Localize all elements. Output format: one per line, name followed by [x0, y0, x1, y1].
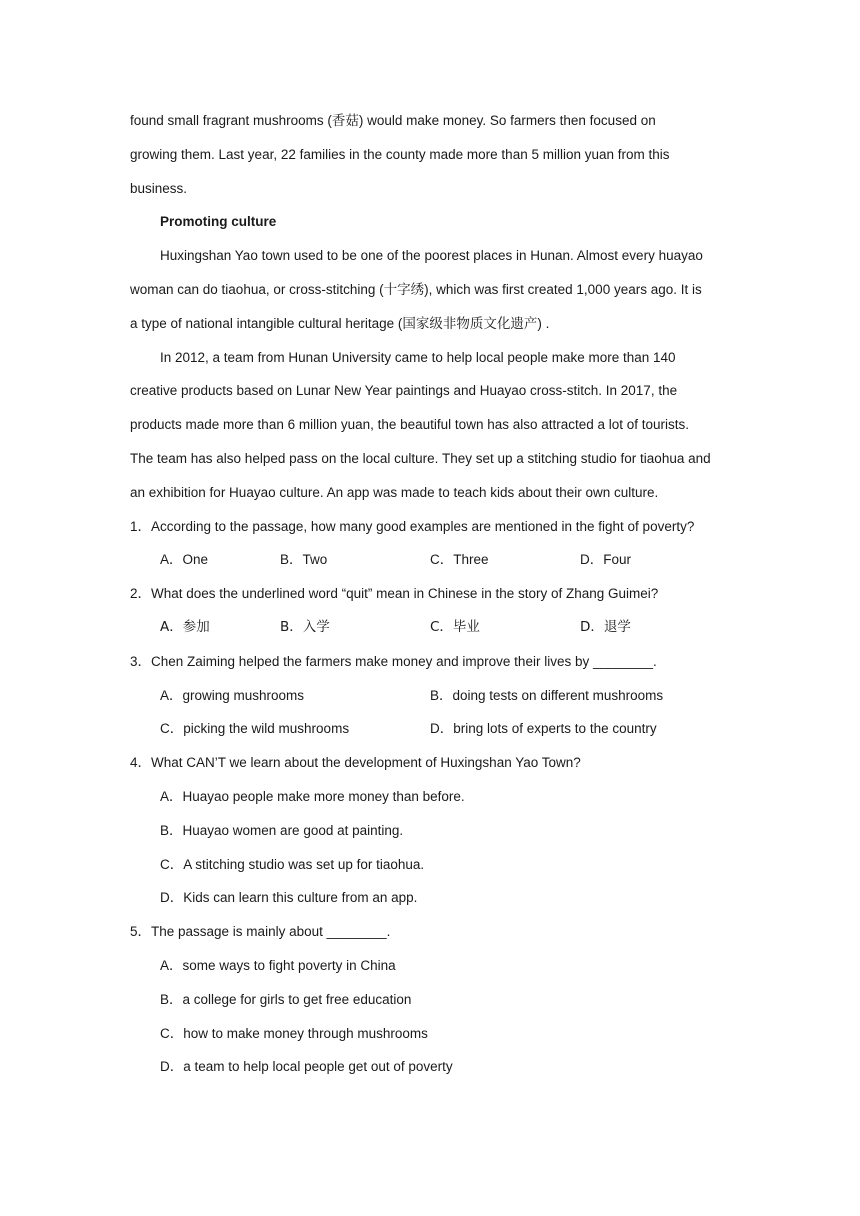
passage-line: creative products based on Lunar New Year paintings and Huayao cross-stitch. In 2017, the [130, 383, 678, 399]
section-heading: Promoting culture [160, 214, 277, 230]
passage-line: an exhibition for Huayao culture. An app was made to teach kids about their own culture. [130, 484, 659, 500]
option-c: C．毕业 [430, 618, 480, 635]
passage-line: Huxingshan Yao town used to be one of the poorest places in Hunan. Almost every huayao [160, 248, 703, 264]
passage-line: products made more than 6 million yuan, the beautiful town has also attracted a lot of tourists. [130, 417, 690, 433]
question-2-options [130, 611, 730, 645]
question-3-options-row-1 [130, 679, 730, 713]
option-b: B．Huayao women are good at painting. [160, 822, 404, 838]
option-b: B．doing tests on different mushrooms [430, 687, 664, 703]
option-c: C．how to make money through mushrooms [160, 1025, 428, 1041]
option-d: D．退学 [580, 618, 631, 635]
option-a: A．growing mushrooms [160, 687, 305, 703]
option-a: A．参加 [160, 618, 210, 635]
option-a: A．Huayao people make more money than before. [160, 788, 465, 804]
option-d: D．Kids can learn this culture from an app. [160, 890, 418, 906]
question-2: 2．What does the underlined word “quit” mean in Chinese in the story of Zhang Guimei? [130, 586, 659, 602]
option-c: C．picking the wild mushrooms [160, 721, 350, 737]
option-d: D．bring lots of experts to the country [430, 721, 657, 737]
option-b: B．入学 [280, 618, 330, 635]
passage-line: woman can do tiaohua, or cross-stitching (十字绣), which was first created 1,000 years ago. It is [130, 281, 702, 297]
passage-line: a type of national intangible cultural heritage (国家级非物质文化遗产) . [130, 315, 550, 331]
question-4: 4．What CAN’T we learn about the development of Huxingshan Yao Town? [130, 755, 581, 771]
option-b: B．Two [280, 552, 328, 568]
option-b: B．a college for girls to get free education [160, 991, 412, 1007]
passage-line: found small fragrant mushrooms (香菇) would make money. So farmers then focused on [130, 113, 656, 128]
option-d: D．Four [580, 552, 632, 568]
option-a: A．One [160, 552, 209, 568]
passage-line: business. [130, 180, 188, 196]
question-1-options [130, 543, 730, 577]
question-1: 1．According to the passage, how many good examples are mentioned in the fight of poverty? [130, 518, 695, 534]
passage-line: The team has also helped pass on the local culture. They set up a stitching studio for tiaohua and [130, 450, 711, 466]
option-d: D．a team to help local people get out of poverty [160, 1059, 453, 1075]
question-3-options-row-2 [130, 712, 730, 746]
option-c: C．A stitching studio was set up for tiaohua. [160, 856, 425, 872]
question-5: 5．The passage is mainly about ________. [130, 924, 391, 940]
option-c: C．Three [430, 552, 489, 568]
passage-line: growing them. Last year, 22 families in the county made more than 5 million yuan from this [130, 146, 670, 162]
passage-line: In 2012, a team from Hunan University came to help local people make more than 140 [160, 349, 676, 365]
option-a: A．some ways to fight poverty in China [160, 957, 396, 973]
question-3: 3．Chen Zaiming helped the farmers make money and improve their lives by ________. [130, 653, 657, 669]
document-page [130, 104, 730, 1084]
